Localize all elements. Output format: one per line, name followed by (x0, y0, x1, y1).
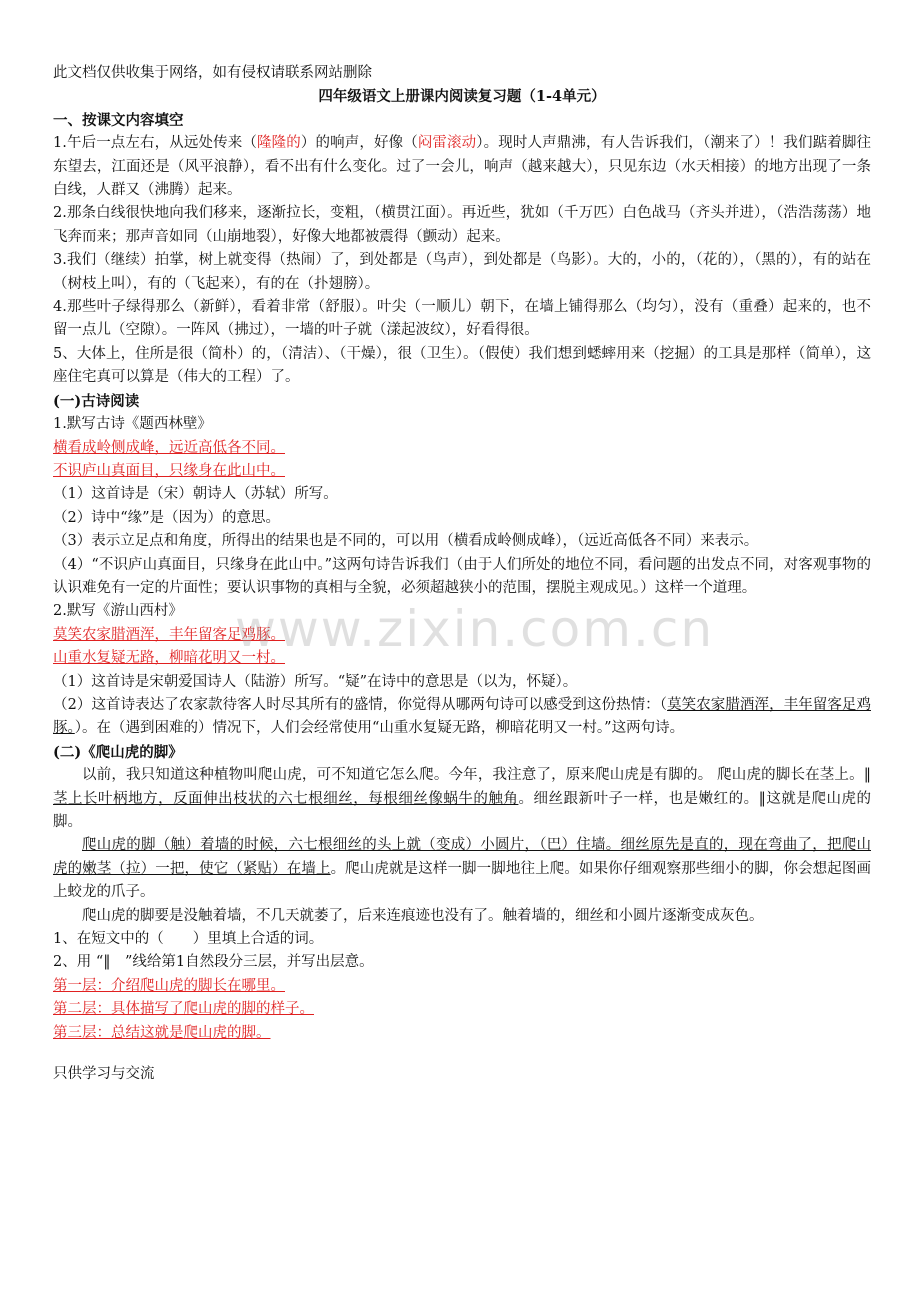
poem2-line-2: 山重水复疑无路，柳暗花明又一村。 (53, 650, 285, 667)
p1-text-c: ）的响声，好像（ (300, 135, 418, 152)
passage-question-1: 1、在短文中的（ ）里填上合适的词。 (53, 931, 324, 948)
poem1-question-1: （1）这首诗是（宋）朝诗人（苏轼）所写。 (53, 486, 338, 503)
poem2-question-2 (53, 694, 871, 741)
fill-paragraph-3: 3.我们（继续）拍掌，树上就变得（热闹）了，到处都是（鸟声），到处都是（鸟影）。大的，小的，（花的），（黑的），有的站在（树枝上叫），有的（飞起来），有的在（扑翅膀）。 (53, 252, 871, 292)
para1-underlined: 茎上长叶柄地方，反面伸出枝状的六七根细丝，每根细丝像蜗牛的触角 (53, 790, 519, 807)
page-title: 四年级语文上册课内阅读复习题（1-4单元） (318, 88, 606, 106)
section1-heading: 一、按课文内容填空 (53, 111, 184, 129)
section2-heading: (一)古诗阅读 (53, 392, 140, 410)
footer-note: 只供学习与交流 (53, 1066, 155, 1083)
poem1-question-3: （3）表示立足点和角度，所得出的结果也是不同的，可以用（横看成岭侧成峰），（远近高低各不同）来表示。 (53, 533, 759, 550)
document-page (53, 62, 871, 1086)
header-note: 此文档仅供收集于网络，如有侵权请联系网站删除 (53, 65, 372, 81)
poem1-title: 1.默写古诗《题西林壁》 (53, 416, 212, 433)
poem2-line-1: 莫笑农家腊酒浑，丰年留客足鸡豚。 (53, 626, 285, 643)
layer-answer-1: 第一层：介绍爬山虎的脚长在哪里。 (53, 977, 285, 994)
poem2-question-1: （1）这首诗是宋朝爱国诗人（陆游）所写。“疑”在诗中的意思是（以为，怀疑）。 (53, 673, 578, 690)
q6-text-a: （2）这首诗表达了农家款待客人时尽其所有的盛情，你觉得从哪两句诗可以感受到这份热情：（ (53, 696, 668, 713)
fill-paragraph-2: 2.那条白线很快地向我们移来，逐渐拉长，变粗，（横贯江面）。再近些，犹如（千万匹）白色战马（齐头并进），（浩浩荡荡）地飞奔而来；那声音如同（山崩地裂），好像大地都被震得（颤动）起来。 (53, 205, 871, 245)
fill-paragraph-1 (53, 132, 871, 202)
poem1-line-1: 横看成岭侧成峰，远近高低各不同。 (53, 439, 285, 456)
p1-answer-2: 闷雷滚动 (417, 135, 477, 152)
passage-question-2: 2、用 “‖ ”线给第1自然段分三层，并写出层意。 (53, 954, 374, 971)
site-watermark: www.zixin.com.cn (235, 600, 715, 658)
passage-paragraph-1 (53, 764, 871, 834)
q6-text-c: ）。在（遇到困难的）情况下，人们会经常使用“山重水复疑无路，柳暗花明又一村。”这两句诗。 (74, 720, 685, 737)
poem1-line-2: 不识庐山真面目，只缘身在此山中。 (53, 462, 285, 479)
section3-heading: (二)《爬山虎的脚》 (53, 743, 183, 761)
fill-paragraph-4: 4.那些叶子绿得那么（新鲜），看着非常（舒服）。叶尖（一顺儿）朝下，在墙上铺得那么（均匀），没有（重叠）起来的，也不留一点儿（空隙）。一阵风（拂过），一墙的叶子就（漾起波纹），好看得很。 (53, 299, 871, 339)
para1-text-a: 以前，我只知道这种植物叫爬山虎，可不知道它怎么爬。今年，我注意了，原来爬山虎是有脚的。 爬山虎的脚长在茎上。‖ (82, 767, 871, 784)
p1-text-a: 1.午后一点左右，从远处传来（ (53, 135, 257, 152)
layer-answer-2: 第二层：具体描写了爬山虎的脚的样子。 (53, 1001, 314, 1018)
passage-paragraph-3: 爬山虎的脚要是没触着墙，不几天就萎了，后来连痕迹也没有了。触着墙的，细丝和小圆片逐渐变成灰色。 (82, 907, 764, 924)
fill-paragraph-5: 5、大体上，住所是很（简朴）的，（清洁）、（干燥），很（卫生）。（假使）我们想到蟋蟀用来（挖掘）的工具是那样（简单），这座住宅真可以算是（伟大的工程）了。 (53, 345, 871, 386)
para1-text-c: 。细丝跟新叶子一样，也是嫩红的。‖这就是爬山虎的脚。 (53, 790, 871, 830)
poem1-question-4: （4）“不识庐山真面目，只缘身在此山中。”这两句诗告诉我们（由于人们所处的地位不同，看问题的出发点不同，对客观事物的认识难免有一定的片面性；要认识事物的真相与全貌，必须超越狭小的范围，摆脱主观成见。）这样一个道理。 (53, 556, 871, 596)
poem2-title: 2.默写《游山西村》 (53, 603, 183, 620)
layer-answer-3: 第三层：总结这就是爬山虎的脚。 (53, 1024, 271, 1041)
para2-text-b: 。爬山虎就是这样一脚一脚地往上爬。如果你仔细观察那些细小的脚，你会想起图画上蛟龙的爪子。 (53, 860, 871, 901)
p1-answer-1: 隆隆的 (257, 135, 301, 152)
passage-paragraph-2 (53, 834, 871, 904)
poem1-question-2: （2）诗中“缘”是（因为）的意思。 (53, 509, 281, 526)
q6-answer: 莫笑农家腊酒浑，丰年留客足鸡豚。 (53, 696, 871, 737)
para2-underlined: 爬山虎的脚（触）着墙的时候，六七根细丝的头上就（变成）小圆片，（巴）住墙。细丝原先是直的，现在弯曲了，把爬山虎的嫩茎（拉）一把，使它（紧贴）在墙上 (53, 837, 871, 877)
p1-text-e: ）。现时人声鼎沸，有人告诉我们，（潮来了）！我们踮着脚往东望去，江面还是（风平浪静），看不出有什么变化。过了一会儿，响声（越来越大），只见东边（水天相接）的地方出现了一条白线，人群又（沸腾）起来。 (53, 135, 871, 199)
